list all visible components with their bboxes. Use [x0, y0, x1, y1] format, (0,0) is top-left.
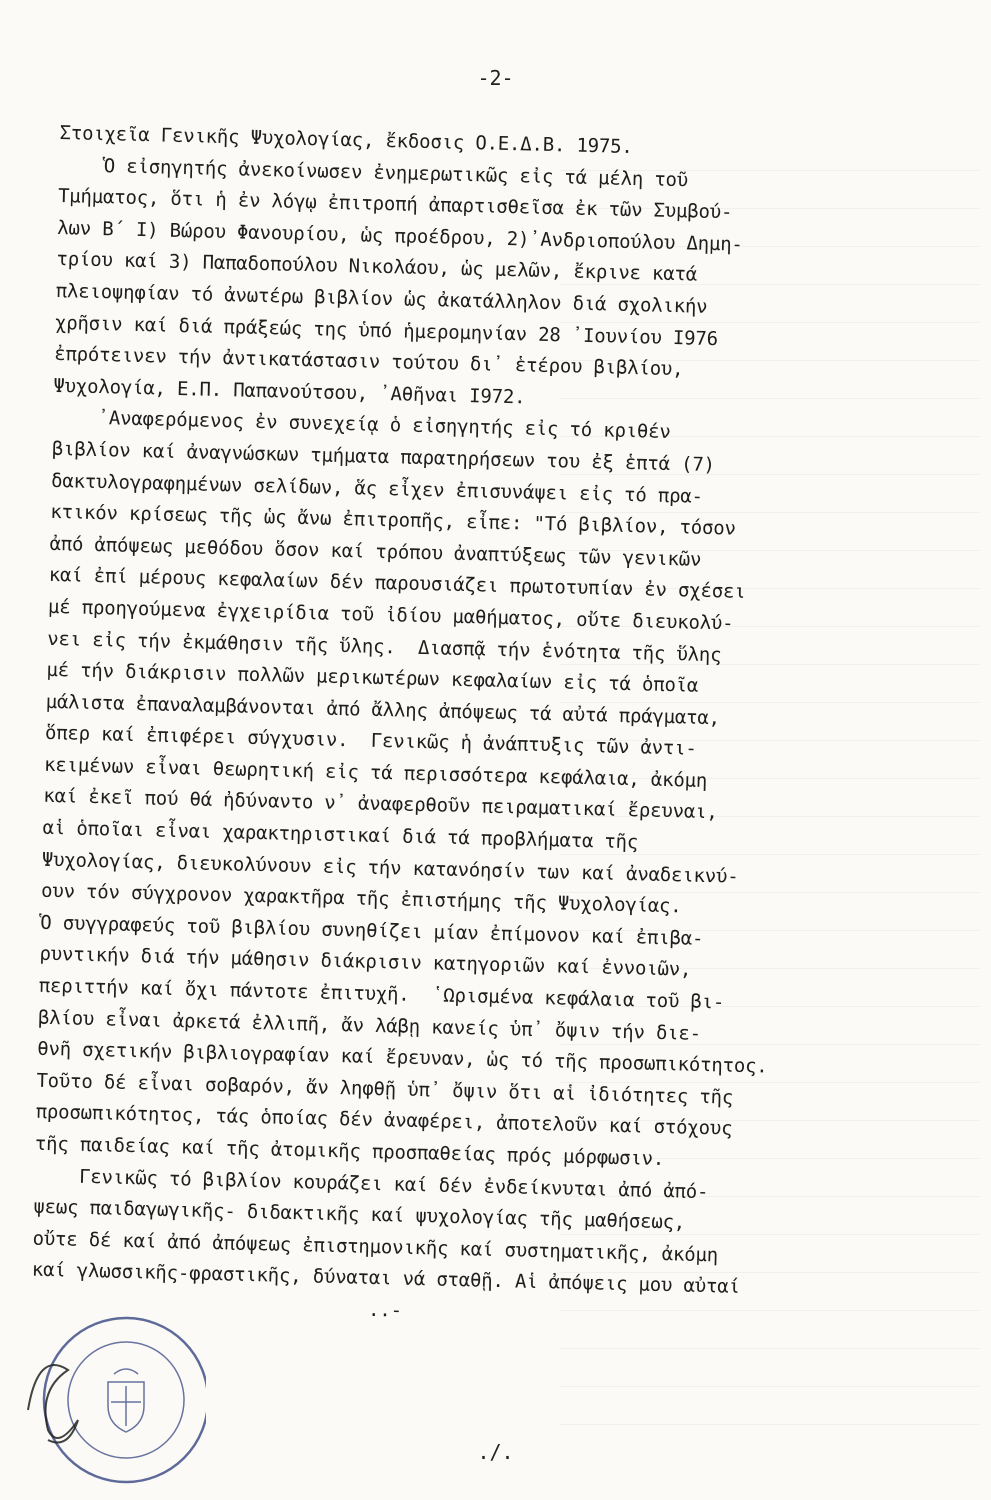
text-line: καί ἐκεῖ πού θά ἠδύναντο ν᾿ ἀναφερθοῦν πειραματικαί ἔρευναι,: [43, 785, 718, 824]
text-line: κτικόν κρίσεως τῆς ὡς ἄνω ἐπιτροπῆς, εἶπε: "Τό βιβλίον, τόσον: [50, 501, 737, 540]
text-line: ἐπρότεινεν τήν ἀντικατάστασιν τούτου δι᾿ ἑτέρου βιβλίου,: [53, 343, 684, 381]
text-line: Τοῦτο δέ εἶναι σοβαρόν, ἄν ληφθῇ ὑπ᾿ ὄψιν ὅτι αἱ ἰδιότητες τῆς: [36, 1069, 734, 1109]
text-line: τρίου καί 3) Παπαδοπούλου Νικολάου, ὡς μελῶν, ἔκρινε κατά: [56, 248, 698, 286]
continuation-mark: ./.: [477, 1440, 514, 1464]
text-line: μάλιστα ἐπαναλαμβάνονται ἀπό ἄλλης ἀπόψεως τά αὐτά πράγματα,: [45, 690, 721, 729]
text-line: περιττήν καί ὄχι πάντοτε ἐπιτυχῆ. ῾Ωρισμένα κεφάλαια τοῦ βι-: [38, 974, 725, 1014]
document-body: [31, 118, 965, 1340]
text-line: ψεως παιδαγωγικῆς- διδακτικῆς καί ψυχολογίας τῆς μαθήσεως,: [33, 1195, 686, 1234]
text-line: χρῆσιν καί διά πράξεώς της ὑπό ἡμερομηνίαν 28 ᾿Ιουνίου Ι976: [54, 311, 719, 350]
text-line: βλίου εἶναι ἀρκετά ἐλλιπῆ, ἄν λάβῃ κανείς ὑπ᾿ ὄψιν τήν διε-: [37, 1006, 702, 1045]
text-line: μέ προηγούμενα ἐγχειρίδια τοῦ ἰδίου μαθήματος, οὔτε διευκολύ-: [47, 595, 734, 635]
text-line: θνῆ σχετικήν βιβλιογραφίαν καί ἔρευναν, ὡς τό τῆς προσωπικότητος.: [36, 1037, 768, 1078]
text-line: κειμένων εἶναι θεωρητική εἰς τά περισσότερα κεφάλαια, ἀκόμη: [43, 753, 708, 792]
coat-of-arms-icon: [108, 1369, 144, 1432]
text-line: Τμήματος, ὅτι ἡ ἐν λόγῳ ἐπιτροπή ἀπαρτισθεῖσα ἐκ τῶν Συμβού-: [57, 185, 733, 224]
text-line: Ὁ συγγραφεύς τοῦ βιβλίου συνηθίζει μίαν ἐπίμονον καί ἐπιβα-: [40, 911, 704, 950]
text-line: ..-: [30, 1290, 403, 1322]
signature-icon: [28, 1365, 78, 1443]
text-line: πλειοψηφίαν τό ἀνωτέρω βιβλίον ὡς ἀκατάλληλον διά σχολικήν: [55, 279, 708, 318]
text-line: καί ἐπί μέρους κεφαλαίων δέν παρουσιάζει πρωτοτυπίαν ἐν σχέσει: [48, 564, 746, 604]
text-line: δακτυλογραφημένων σελίδων, ἅς εἶχεν ἐπισυνάψει εἰς τό πρα-: [50, 469, 704, 508]
text-line: νει εἰς τήν ἐκμάθησιν τῆς ὕλης. Διασπᾷ τήν ἑνότητα τῆς ὕλης: [47, 627, 722, 666]
text-line: ρυντικήν διά τήν μάθησιν διάκρισιν κατηγοριῶν καί ἐννοιῶν,: [39, 943, 692, 982]
text-line: αἱ ὁποῖαι εἶναι χαρακτηριστικαί διά τά προβλήματα τῆς: [42, 816, 639, 854]
text-line: ουν τόν σύγχρονον χαρακτῆρα τῆς ἐπιστήμης τῆς Ψυχολογίας.: [40, 880, 682, 918]
text-line: ἀπό ἀπόψεως μεθόδου ὅσον καί τρόπου ἀναπτύξεως τῶν γενικῶν: [49, 532, 702, 571]
text-line: ὅπερ καί ἐπιφέρει σύγχυσιν. Γενικῶς ἡ ἀνάπτυξις τῶν ἀντι-: [44, 722, 697, 761]
text-line: τῆς παιδείας καί τῆς ἀτομικῆς προσπαθείας πρός μόρφωσιν.: [34, 1132, 665, 1171]
text-line: προσωπικότητος, τάς ὁποίας δέν ἀναφέρει, ἀποτελοῦν καί στόχους: [35, 1101, 733, 1141]
text-line: Ὁ εἰσηγητής ἀνεκοίνωσεν ἐνημερωτικῶς εἰς τά μέλη τοῦ: [58, 153, 689, 191]
text-line: Στοιχεῖα Γενικῆς Ψυχολογίας, ἔκδοσις Ο.Ε.Δ.Β. 1975.: [59, 121, 633, 158]
page-number: -2-: [477, 66, 514, 90]
text-line: οὔτε δέ καί ἀπό ἀπόψεως ἐπιστημονικῆς καί συστηματικῆς, ἀκόμη: [32, 1227, 719, 1267]
text-line: λων Β΄ Ι) Βώρου Φανουρίου, ὡς προέδρου, 2)᾿Ανδριοπούλου Δημη-: [57, 216, 743, 256]
text-line: βιβλίον καί ἀναγνώσκων τμήματα παρατηρήσεων του ἐξ ἑπτά (7): [51, 437, 716, 477]
text-line: ᾿Αναφερόμενος ἐν συνεχείᾳ ὁ εἰσηγητής εἰς τό κριθέν: [52, 406, 671, 444]
text-line: Ψυχολογία, Ε.Π. Παπανούτσου, ᾿Αθῆναι Ι972.: [53, 374, 526, 409]
text-line: καί γλωσσικῆς-φραστικῆς, δύναται νά σταθῇ. Αἱ ἀπόψεις μου αὐταί: [31, 1259, 740, 1299]
text-line: μέ τήν διάκρισιν πολλῶν μερικωτέρων κεφαλαίων εἰς τά ὁποῖα: [46, 658, 699, 697]
text-line: Ψυχολογίας, διευκολύνουν εἰς τήν κατανόησίν των καί ἀναδεικνύ-: [41, 848, 739, 888]
text-line: Γενικῶς τό βιβλίον κουράζει καί δέν ἐνδείκνυται ἀπό ἀπό-: [33, 1164, 709, 1203]
